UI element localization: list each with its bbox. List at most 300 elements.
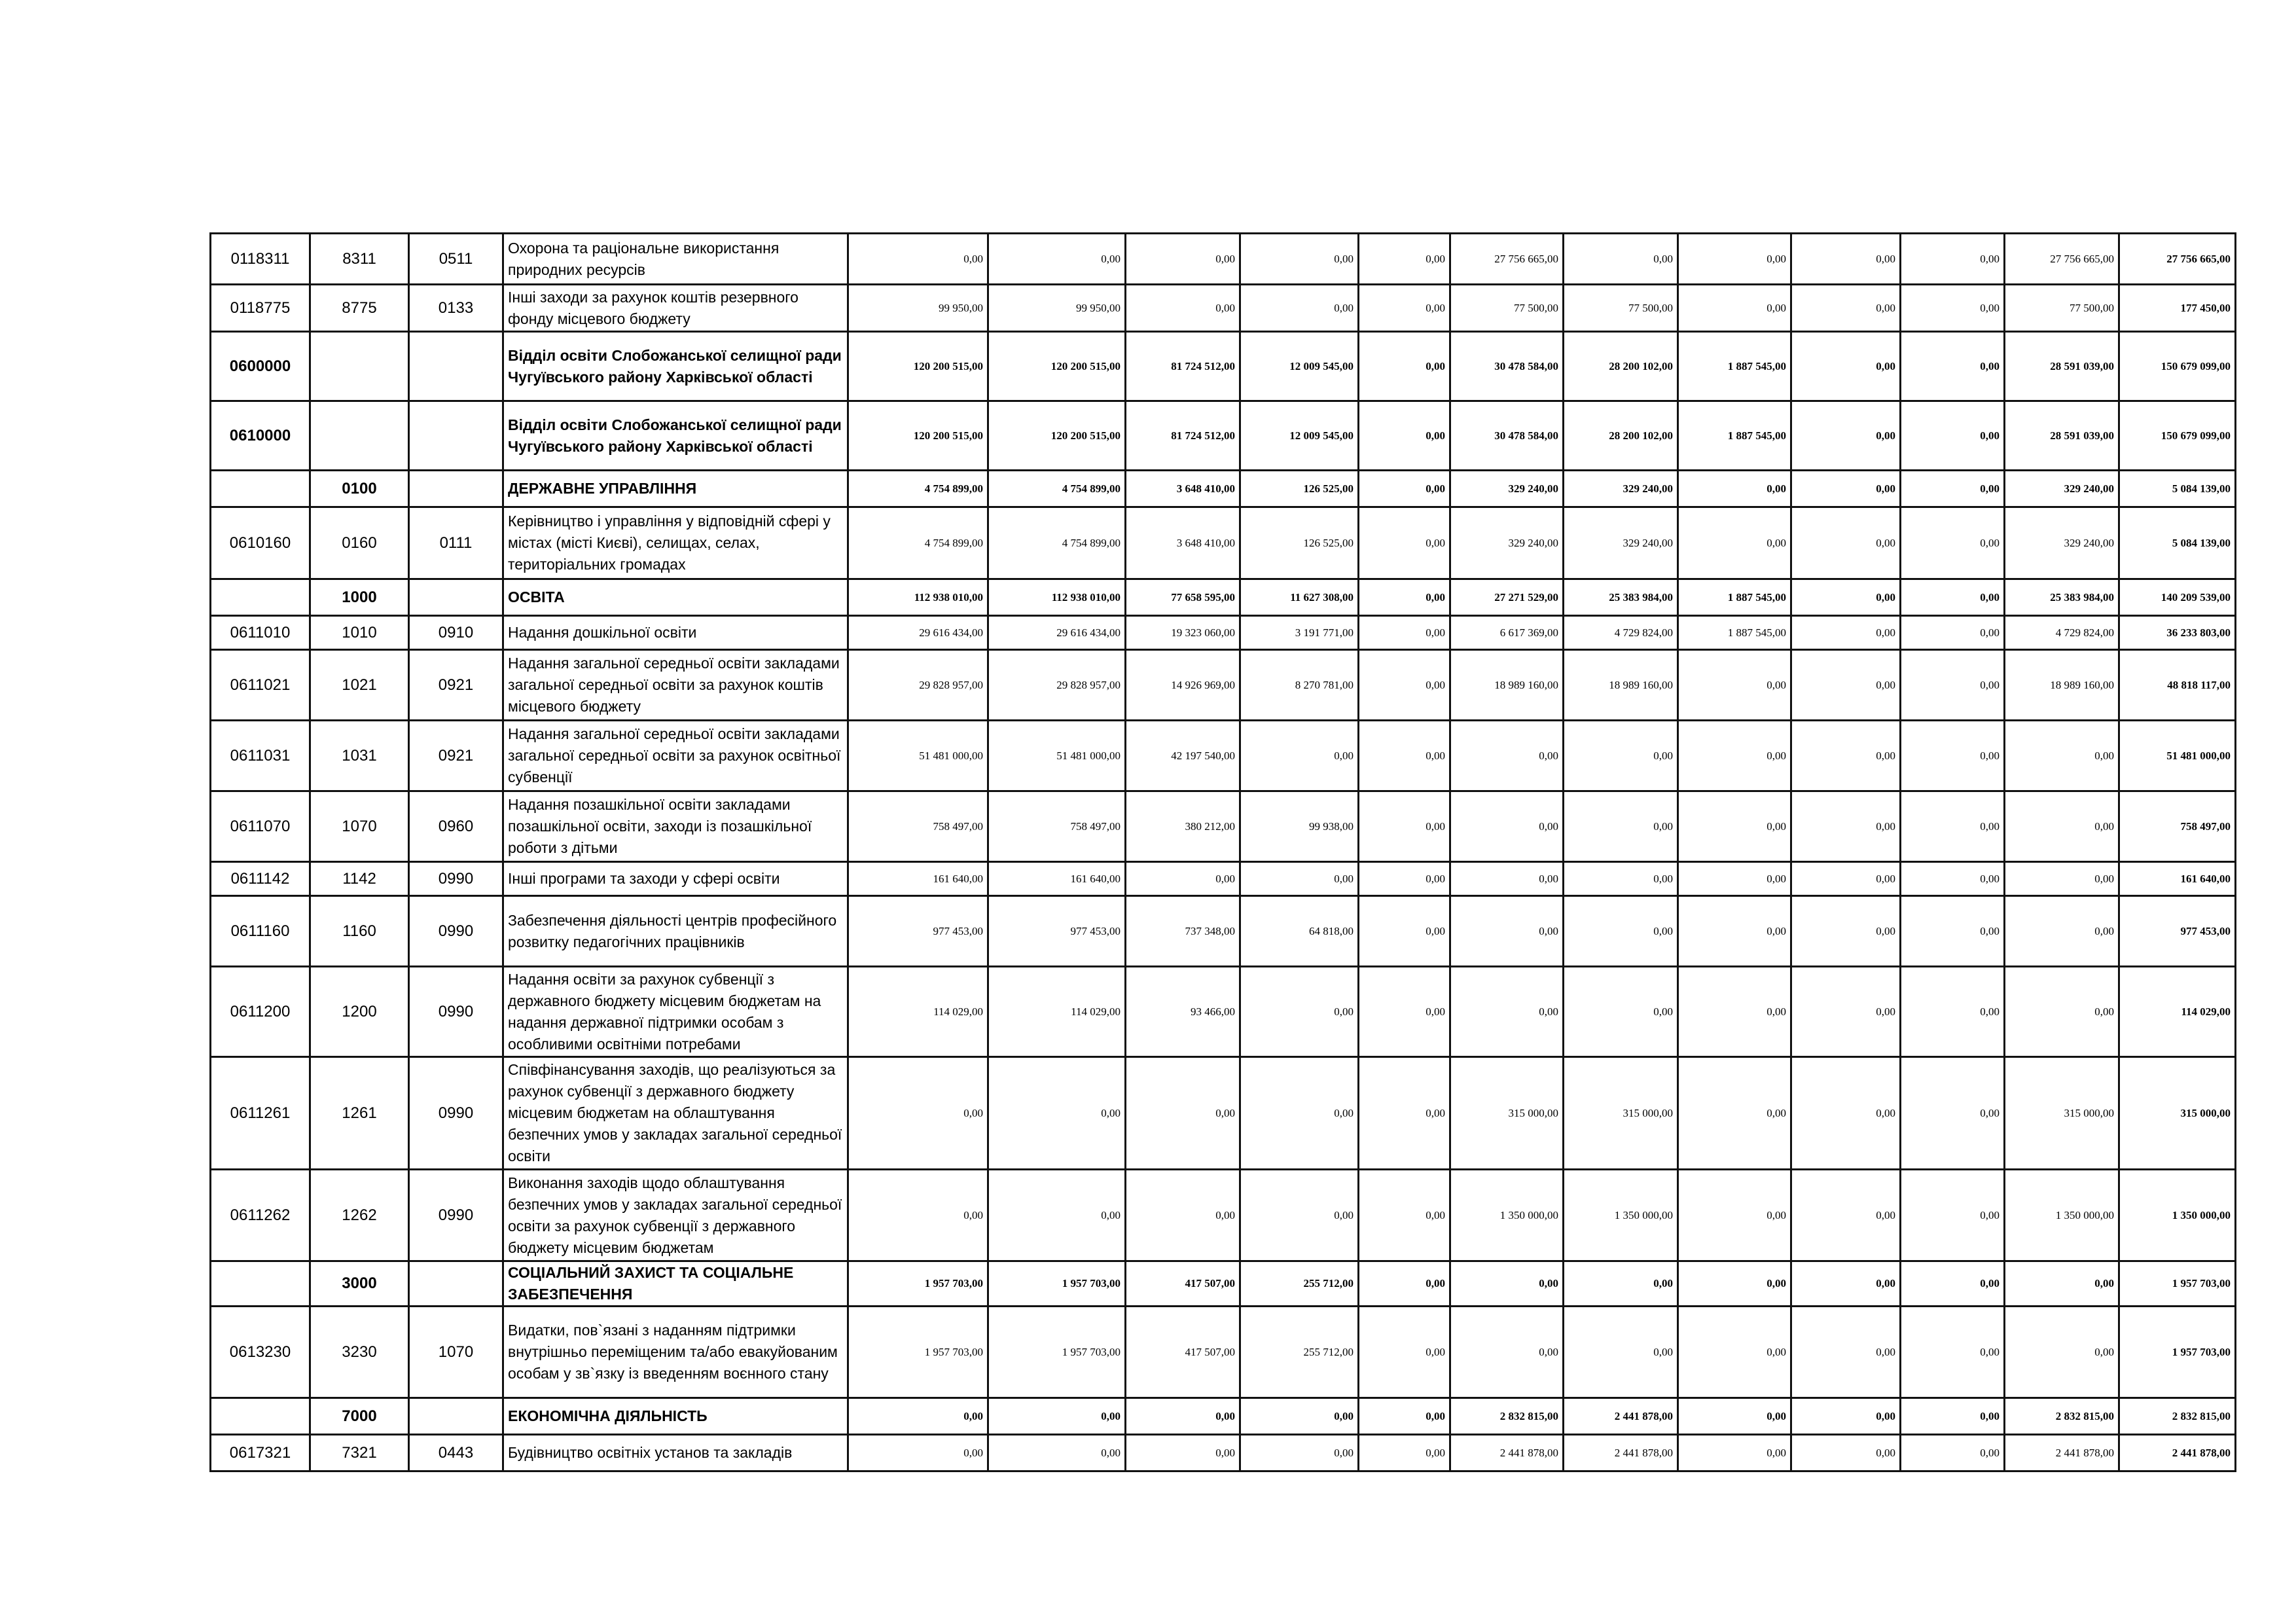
fkvkb-code-cell (409, 579, 503, 616)
amount-cell: 329 240,00 (2005, 471, 2119, 507)
amount-cell: 0,00 (2005, 1307, 2119, 1398)
program-name-cell: СОЦІАЛЬНИЙ ЗАХИСТ ТА СОЦІАЛЬНЕ ЗАБЕЗПЕЧЕННЯ (503, 1261, 848, 1307)
amount-cell: 1 957 703,00 (2119, 1261, 2236, 1307)
amount-cell: 0,00 (1901, 234, 2005, 285)
program-name-cell: Надання загальної середньої освіти закладами загальної середньої освіти за рахунок освітньої субвенції (503, 721, 848, 791)
table-row (211, 616, 2236, 650)
fkvkb-code-cell: 0990 (409, 896, 503, 967)
amount-cell: 99 938,00 (1240, 791, 1359, 862)
program-code-cell: 0611021 (211, 650, 310, 721)
amount-cell: 0,00 (1240, 967, 1359, 1057)
table-row (211, 1057, 2236, 1170)
amount-cell: 0,00 (2005, 862, 2119, 896)
table-row (211, 507, 2236, 579)
amount-cell: 12 009 545,00 (1240, 332, 1359, 401)
amount-cell: 120 200 515,00 (848, 401, 988, 471)
fkvkb-code-cell: 0990 (409, 967, 503, 1057)
amount-cell: 0,00 (848, 234, 988, 285)
tpkvkmb-code-cell: 1200 (310, 967, 409, 1057)
amount-cell: 6 617 369,00 (1450, 616, 1564, 650)
tpkvkmb-code-cell: 1261 (310, 1057, 409, 1170)
amount-cell: 0,00 (1564, 721, 1678, 791)
amount-cell: 255 712,00 (1240, 1307, 1359, 1398)
amount-cell: 1 887 545,00 (1678, 401, 1791, 471)
amount-cell: 112 938 010,00 (848, 579, 988, 616)
fkvkb-code-cell: 0921 (409, 721, 503, 791)
amount-cell: 0,00 (1359, 234, 1450, 285)
amount-cell: 2 441 878,00 (2005, 1435, 2119, 1471)
amount-cell: 126 525,00 (1240, 507, 1359, 579)
amount-cell: 0,00 (1901, 1057, 2005, 1170)
program-name-cell: Охорона та раціональне використання природних ресурсів (503, 234, 848, 285)
amount-cell: 0,00 (1791, 896, 1901, 967)
amount-cell: 2 441 878,00 (2119, 1435, 2236, 1471)
table-row (211, 579, 2236, 616)
amount-cell: 18 989 160,00 (1564, 650, 1678, 721)
tpkvkmb-code-cell: 8775 (310, 285, 409, 332)
amount-cell: 0,00 (1126, 1398, 1240, 1435)
table-row (211, 650, 2236, 721)
fkvkb-code-cell: 1070 (409, 1307, 503, 1398)
program-code-cell: 0118311 (211, 234, 310, 285)
amount-cell: 0,00 (2005, 721, 2119, 791)
fkvkb-code-cell: 0443 (409, 1435, 503, 1471)
program-name-cell: Відділ освіти Слобожанської селищної ради Чугуївського району Харківської області (503, 401, 848, 471)
amount-cell: 0,00 (1126, 1170, 1240, 1261)
program-code-cell: 0611142 (211, 862, 310, 896)
amount-cell: 2 441 878,00 (1564, 1398, 1678, 1435)
amount-cell: 30 478 584,00 (1450, 332, 1564, 401)
amount-cell: 0,00 (1359, 650, 1450, 721)
amount-cell: 0,00 (1240, 1435, 1359, 1471)
amount-cell: 0,00 (1126, 862, 1240, 896)
amount-cell: 0,00 (1791, 579, 1901, 616)
amount-cell: 2 832 815,00 (2119, 1398, 2236, 1435)
amount-cell: 0,00 (1678, 1057, 1791, 1170)
amount-cell: 112 938 010,00 (988, 579, 1126, 616)
amount-cell: 0,00 (1359, 1170, 1450, 1261)
amount-cell: 3 191 771,00 (1240, 616, 1359, 650)
amount-cell: 0,00 (1240, 285, 1359, 332)
amount-cell: 5 084 139,00 (2119, 471, 2236, 507)
amount-cell: 1 957 703,00 (988, 1307, 1126, 1398)
amount-cell: 0,00 (1678, 896, 1791, 967)
amount-cell: 0,00 (2005, 967, 2119, 1057)
table-row (211, 896, 2236, 967)
amount-cell: 1 957 703,00 (2119, 1307, 2236, 1398)
amount-cell: 0,00 (1240, 234, 1359, 285)
program-code-cell: 0611262 (211, 1170, 310, 1261)
table-row (211, 967, 2236, 1057)
amount-cell: 0,00 (1359, 1261, 1450, 1307)
amount-cell: 0,00 (1678, 967, 1791, 1057)
amount-cell: 977 453,00 (848, 896, 988, 967)
amount-cell: 27 756 665,00 (2119, 234, 2236, 285)
amount-cell: 0,00 (1359, 616, 1450, 650)
amount-cell: 27 756 665,00 (1450, 234, 1564, 285)
amount-cell: 29 616 434,00 (848, 616, 988, 650)
amount-cell: 0,00 (1359, 967, 1450, 1057)
amount-cell: 0,00 (1901, 862, 2005, 896)
amount-cell: 99 950,00 (848, 285, 988, 332)
amount-cell: 0,00 (1678, 650, 1791, 721)
budget-table (209, 232, 2236, 1472)
amount-cell: 3 648 410,00 (1126, 471, 1240, 507)
amount-cell: 0,00 (1450, 967, 1564, 1057)
amount-cell: 4 754 899,00 (848, 507, 988, 579)
amount-cell: 3 648 410,00 (1126, 507, 1240, 579)
amount-cell: 1 350 000,00 (1450, 1170, 1564, 1261)
tpkvkmb-code-cell (310, 332, 409, 401)
amount-cell: 0,00 (988, 1398, 1126, 1435)
table-row (211, 1261, 2236, 1307)
amount-cell: 0,00 (1791, 862, 1901, 896)
amount-cell: 0,00 (1791, 1307, 1901, 1398)
amount-cell: 0,00 (1564, 896, 1678, 967)
amount-cell: 0,00 (1678, 471, 1791, 507)
amount-cell: 0,00 (1359, 1435, 1450, 1471)
amount-cell: 0,00 (1678, 1170, 1791, 1261)
amount-cell: 0,00 (1901, 1435, 2005, 1471)
fkvkb-code-cell (409, 471, 503, 507)
amount-cell: 0,00 (988, 234, 1126, 285)
amount-cell: 99 950,00 (988, 285, 1126, 332)
amount-cell: 0,00 (2005, 896, 2119, 967)
program-name-cell: Інші заходи за рахунок коштів резервного фонду місцевого бюджету (503, 285, 848, 332)
amount-cell: 758 497,00 (988, 791, 1126, 862)
amount-cell: 0,00 (1678, 1398, 1791, 1435)
amount-cell: 0,00 (1240, 721, 1359, 791)
amount-cell: 0,00 (1450, 862, 1564, 896)
amount-cell: 1 957 703,00 (848, 1261, 988, 1307)
amount-cell: 758 497,00 (2119, 791, 2236, 862)
amount-cell: 51 481 000,00 (2119, 721, 2236, 791)
amount-cell: 0,00 (1450, 721, 1564, 791)
program-name-cell: Інші програми та заходи у сфері освіти (503, 862, 848, 896)
amount-cell: 0,00 (1126, 234, 1240, 285)
amount-cell: 140 209 539,00 (2119, 579, 2236, 616)
program-name-cell: ДЕРЖАВНЕ УПРАВЛІННЯ (503, 471, 848, 507)
program-name-cell: ЕКОНОМІЧНА ДІЯЛЬНІСТЬ (503, 1398, 848, 1435)
amount-cell: 315 000,00 (2005, 1057, 2119, 1170)
amount-cell: 4 729 824,00 (2005, 616, 2119, 650)
amount-cell: 0,00 (1359, 791, 1450, 862)
tpkvkmb-code-cell: 8311 (310, 234, 409, 285)
amount-cell: 36 233 803,00 (2119, 616, 2236, 650)
table-row (211, 401, 2236, 471)
tpkvkmb-code-cell: 1262 (310, 1170, 409, 1261)
amount-cell: 0,00 (1564, 791, 1678, 862)
tpkvkmb-code-cell: 3000 (310, 1261, 409, 1307)
program-code-cell: 0610160 (211, 507, 310, 579)
amount-cell: 0,00 (1450, 791, 1564, 862)
amount-cell: 12 009 545,00 (1240, 401, 1359, 471)
amount-cell: 329 240,00 (1564, 471, 1678, 507)
amount-cell: 380 212,00 (1126, 791, 1240, 862)
program-name-cell: ОСВІТА (503, 579, 848, 616)
amount-cell: 0,00 (1564, 1307, 1678, 1398)
fkvkb-code-cell (409, 332, 503, 401)
amount-cell: 0,00 (1678, 862, 1791, 896)
amount-cell: 0,00 (1791, 1398, 1901, 1435)
amount-cell: 0,00 (2005, 1261, 2119, 1307)
amount-cell: 0,00 (848, 1398, 988, 1435)
tpkvkmb-code-cell: 0160 (310, 507, 409, 579)
amount-cell: 0,00 (1678, 507, 1791, 579)
program-name-cell: Надання загальної середньої освіти закладами загальної середньої освіти за рахунок коштів місцевого бюджету (503, 650, 848, 721)
program-code-cell: 0617321 (211, 1435, 310, 1471)
amount-cell: 150 679 099,00 (2119, 332, 2236, 401)
amount-cell: 77 500,00 (1564, 285, 1678, 332)
amount-cell: 28 591 039,00 (2005, 401, 2119, 471)
program-code-cell: 0611031 (211, 721, 310, 791)
amount-cell: 0,00 (1359, 896, 1450, 967)
table-row (211, 721, 2236, 791)
amount-cell: 2 832 815,00 (2005, 1398, 2119, 1435)
program-code-cell: 0610000 (211, 401, 310, 471)
amount-cell: 0,00 (1564, 1261, 1678, 1307)
amount-cell: 77 500,00 (1450, 285, 1564, 332)
fkvkb-code-cell: 0133 (409, 285, 503, 332)
fkvkb-code-cell: 0990 (409, 1170, 503, 1261)
amount-cell: 0,00 (1359, 1057, 1450, 1170)
amount-cell: 8 270 781,00 (1240, 650, 1359, 721)
table-row (211, 234, 2236, 285)
amount-cell: 0,00 (1126, 285, 1240, 332)
amount-cell: 0,00 (1359, 579, 1450, 616)
amount-cell: 977 453,00 (2119, 896, 2236, 967)
amount-cell: 120 200 515,00 (848, 332, 988, 401)
amount-cell: 0,00 (1359, 721, 1450, 791)
amount-cell: 27 756 665,00 (2005, 234, 2119, 285)
program-code-cell: 0613230 (211, 1307, 310, 1398)
fkvkb-code-cell: 0111 (409, 507, 503, 579)
program-code-cell (211, 579, 310, 616)
tpkvkmb-code-cell: 1031 (310, 721, 409, 791)
program-name-cell: Співфінансування заходів, що реалізуються за рахунок субвенції з державного бюджету місцевим бюджетам на облаштування безпечних умов у закладах загальної середньої освіти (503, 1057, 848, 1170)
amount-cell: 29 828 957,00 (848, 650, 988, 721)
amount-cell: 126 525,00 (1240, 471, 1359, 507)
amount-cell: 161 640,00 (848, 862, 988, 896)
amount-cell: 329 240,00 (2005, 507, 2119, 579)
amount-cell: 5 084 139,00 (2119, 507, 2236, 579)
amount-cell: 0,00 (1450, 1307, 1564, 1398)
amount-cell: 1 957 703,00 (848, 1307, 988, 1398)
amount-cell: 28 591 039,00 (2005, 332, 2119, 401)
amount-cell: 0,00 (1359, 401, 1450, 471)
amount-cell: 0,00 (1901, 721, 2005, 791)
program-code-cell: 0611200 (211, 967, 310, 1057)
amount-cell: 18 989 160,00 (2005, 650, 2119, 721)
amount-cell: 0,00 (1901, 332, 2005, 401)
program-name-cell: Надання дошкільної освіти (503, 616, 848, 650)
amount-cell: 0,00 (1359, 332, 1450, 401)
program-code-cell (211, 1398, 310, 1435)
amount-cell: 977 453,00 (988, 896, 1126, 967)
amount-cell: 0,00 (1678, 1307, 1791, 1398)
amount-cell: 0,00 (1901, 896, 2005, 967)
amount-cell: 0,00 (1678, 234, 1791, 285)
fkvkb-code-cell: 0960 (409, 791, 503, 862)
program-name-cell: Видатки, пов`язані з наданням підтримки внутрішньо переміщеним та/або евакуйованим особам у зв`язку із введенням воєнного стану (503, 1307, 848, 1398)
amount-cell: 1 887 545,00 (1678, 579, 1791, 616)
program-name-cell: Надання освіти за рахунок субвенції з державного бюджету місцевим бюджетам на надання державної підтримки особам з особливими освітніми потребами (503, 967, 848, 1057)
amount-cell: 315 000,00 (1564, 1057, 1678, 1170)
amount-cell: 417 507,00 (1126, 1261, 1240, 1307)
amount-cell: 329 240,00 (1450, 471, 1564, 507)
amount-cell: 29 616 434,00 (988, 616, 1126, 650)
amount-cell: 329 240,00 (1564, 507, 1678, 579)
amount-cell: 2 441 878,00 (1450, 1435, 1564, 1471)
amount-cell: 2 441 878,00 (1564, 1435, 1678, 1471)
amount-cell: 0,00 (1901, 650, 2005, 721)
amount-cell: 4 754 899,00 (988, 507, 1126, 579)
amount-cell: 30 478 584,00 (1450, 401, 1564, 471)
amount-cell: 737 348,00 (1126, 896, 1240, 967)
amount-cell: 0,00 (1450, 1261, 1564, 1307)
fkvkb-code-cell (409, 401, 503, 471)
amount-cell: 25 383 984,00 (2005, 579, 2119, 616)
amount-cell: 0,00 (848, 1170, 988, 1261)
amount-cell: 77 658 595,00 (1126, 579, 1240, 616)
fkvkb-code-cell (409, 1398, 503, 1435)
table-row (211, 285, 2236, 332)
amount-cell: 0,00 (1359, 1307, 1450, 1398)
amount-cell: 0,00 (848, 1435, 988, 1471)
amount-cell: 161 640,00 (2119, 862, 2236, 896)
amount-cell: 2 832 815,00 (1450, 1398, 1564, 1435)
amount-cell: 14 926 969,00 (1126, 650, 1240, 721)
amount-cell: 114 029,00 (848, 967, 988, 1057)
amount-cell: 0,00 (1901, 285, 2005, 332)
amount-cell: 0,00 (988, 1170, 1126, 1261)
amount-cell: 0,00 (1359, 1398, 1450, 1435)
amount-cell: 48 818 117,00 (2119, 650, 2236, 721)
program-name-cell: Будівництво освітніх установ та закладів (503, 1435, 848, 1471)
amount-cell: 19 323 060,00 (1126, 616, 1240, 650)
table-row (211, 471, 2236, 507)
amount-cell: 0,00 (1901, 791, 2005, 862)
amount-cell: 27 271 529,00 (1450, 579, 1564, 616)
amount-cell: 81 724 512,00 (1126, 332, 1240, 401)
amount-cell: 0,00 (1791, 1435, 1901, 1471)
table-row (211, 862, 2236, 896)
amount-cell: 255 712,00 (1240, 1261, 1359, 1307)
amount-cell: 4 729 824,00 (1564, 616, 1678, 650)
program-name-cell: Забезпечення діяльності центрів професійного розвитку педагогічних працівників (503, 896, 848, 967)
fkvkb-code-cell (409, 1261, 503, 1307)
amount-cell: 18 989 160,00 (1450, 650, 1564, 721)
amount-cell: 417 507,00 (1126, 1307, 1240, 1398)
amount-cell: 0,00 (1791, 650, 1901, 721)
amount-cell: 29 828 957,00 (988, 650, 1126, 721)
program-code-cell: 0600000 (211, 332, 310, 401)
amount-cell: 0,00 (1791, 332, 1901, 401)
amount-cell: 0,00 (1901, 507, 2005, 579)
amount-cell: 0,00 (848, 1057, 988, 1170)
amount-cell: 0,00 (1791, 285, 1901, 332)
tpkvkmb-code-cell: 0100 (310, 471, 409, 507)
amount-cell: 315 000,00 (1450, 1057, 1564, 1170)
amount-cell: 11 627 308,00 (1240, 579, 1359, 616)
amount-cell: 0,00 (1901, 616, 2005, 650)
amount-cell: 329 240,00 (1450, 507, 1564, 579)
amount-cell: 0,00 (1240, 1057, 1359, 1170)
fkvkb-code-cell: 0990 (409, 862, 503, 896)
amount-cell: 1 350 000,00 (2005, 1170, 2119, 1261)
amount-cell: 315 000,00 (2119, 1057, 2236, 1170)
amount-cell: 0,00 (1359, 285, 1450, 332)
program-code-cell: 0611010 (211, 616, 310, 650)
amount-cell: 0,00 (1901, 967, 2005, 1057)
program-code-cell: 0611261 (211, 1057, 310, 1170)
tpkvkmb-code-cell: 1070 (310, 791, 409, 862)
amount-cell: 0,00 (1791, 1057, 1901, 1170)
amount-cell: 758 497,00 (848, 791, 988, 862)
amount-cell: 120 200 515,00 (988, 401, 1126, 471)
program-name-cell: Виконання заходів щодо облаштування безпечних умов у закладах загальної середньої освіти за рахунок субвенції з державного бюджету місцевим бюджетам (503, 1170, 848, 1261)
table-row (211, 1398, 2236, 1435)
amount-cell: 0,00 (988, 1435, 1126, 1471)
amount-cell: 1 350 000,00 (2119, 1170, 2236, 1261)
amount-cell: 0,00 (1678, 285, 1791, 332)
amount-cell: 0,00 (1126, 1057, 1240, 1170)
amount-cell: 0,00 (1564, 862, 1678, 896)
amount-cell: 161 640,00 (988, 862, 1126, 896)
amount-cell: 1 887 545,00 (1678, 332, 1791, 401)
amount-cell: 0,00 (1359, 507, 1450, 579)
tpkvkmb-code-cell: 1010 (310, 616, 409, 650)
amount-cell: 0,00 (1901, 579, 2005, 616)
amount-cell: 0,00 (1791, 471, 1901, 507)
amount-cell: 0,00 (1126, 1435, 1240, 1471)
amount-cell: 0,00 (1791, 507, 1901, 579)
table-body (211, 234, 2236, 1471)
table-row (211, 791, 2236, 862)
amount-cell: 0,00 (1240, 862, 1359, 896)
amount-cell: 0,00 (1791, 967, 1901, 1057)
amount-cell: 0,00 (1678, 1435, 1791, 1471)
amount-cell: 0,00 (1791, 616, 1901, 650)
amount-cell: 0,00 (1240, 1398, 1359, 1435)
tpkvkmb-code-cell: 1021 (310, 650, 409, 721)
amount-cell: 0,00 (1678, 791, 1791, 862)
program-code-cell: 0611070 (211, 791, 310, 862)
amount-cell: 25 383 984,00 (1564, 579, 1678, 616)
amount-cell: 177 450,00 (2119, 285, 2236, 332)
amount-cell: 114 029,00 (2119, 967, 2236, 1057)
amount-cell: 0,00 (1901, 401, 2005, 471)
tpkvkmb-code-cell: 7321 (310, 1435, 409, 1471)
amount-cell: 0,00 (1901, 1261, 2005, 1307)
program-code-cell: 0118775 (211, 285, 310, 332)
amount-cell: 1 957 703,00 (988, 1261, 1126, 1307)
amount-cell: 0,00 (1678, 1261, 1791, 1307)
tpkvkmb-code-cell (310, 401, 409, 471)
amount-cell: 0,00 (1564, 967, 1678, 1057)
amount-cell: 114 029,00 (988, 967, 1126, 1057)
amount-cell: 93 466,00 (1126, 967, 1240, 1057)
amount-cell: 0,00 (1791, 1261, 1901, 1307)
tpkvkmb-code-cell: 7000 (310, 1398, 409, 1435)
program-code-cell: 0611160 (211, 896, 310, 967)
table-row (211, 332, 2236, 401)
program-code-cell (211, 471, 310, 507)
amount-cell: 4 754 899,00 (988, 471, 1126, 507)
amount-cell: 77 500,00 (2005, 285, 2119, 332)
amount-cell: 0,00 (1359, 471, 1450, 507)
amount-cell: 1 350 000,00 (1564, 1170, 1678, 1261)
